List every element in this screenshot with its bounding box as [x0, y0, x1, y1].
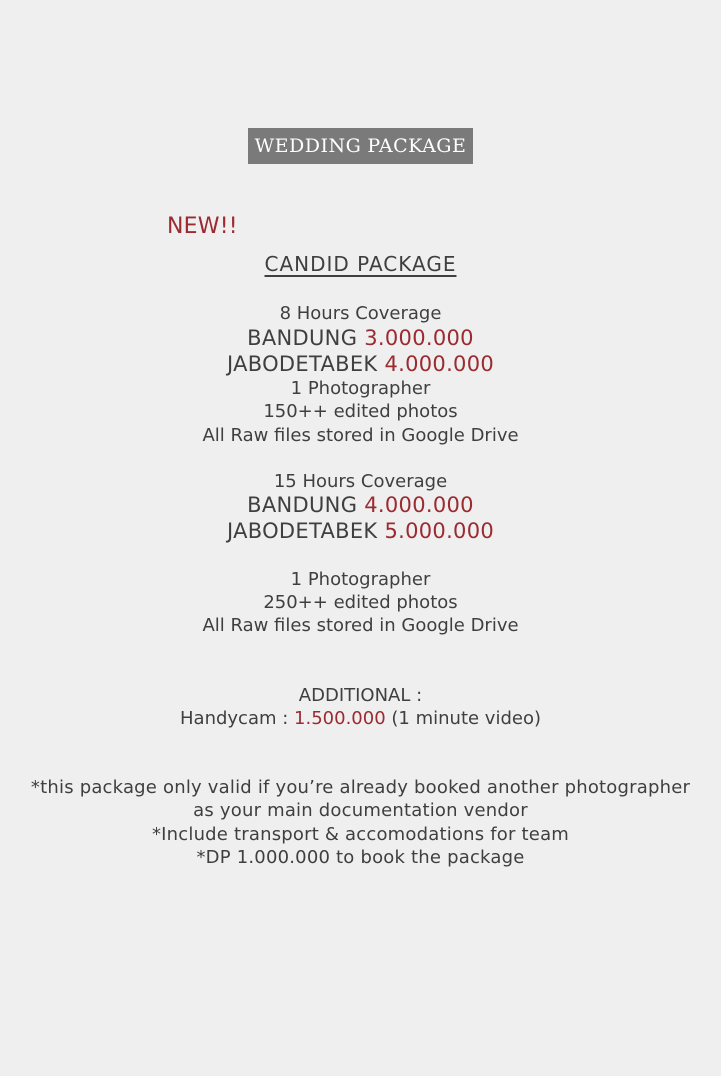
option-b-city1-price: 4.000.000 — [364, 493, 474, 517]
option-a-city2-label: JABODETABEK — [226, 352, 378, 376]
option-a-coverage: 8 Hours Coverage — [279, 303, 442, 324]
option-b-city2-price: 5.000.000 — [384, 519, 495, 543]
additional-item-price: 1.500.000 — [294, 708, 386, 729]
note-line-3: *Include transport & accomodations for team — [151, 824, 570, 845]
option-a-city1-label: BANDUNG — [247, 326, 358, 350]
title-word-wedding: WEDDING — [254, 135, 362, 157]
option-b-coverage: 15 Hours Coverage — [273, 471, 448, 492]
title-word-package: PACKAGE — [367, 135, 467, 157]
option-a-city1-price: 3.000.000 — [364, 326, 474, 350]
option-a-city1 — [0, 326, 721, 350]
new-badge: NEW!! — [167, 214, 238, 239]
additional-item-label: Handycam : — [180, 708, 289, 729]
option-a-photographer: 1 Photographer — [290, 378, 431, 399]
additional-heading: ADDITIONAL : — [298, 685, 423, 706]
option-a-photos: 150++ edited photos — [263, 401, 458, 422]
option-b-city1-label: BANDUNG — [247, 493, 358, 517]
additional-item — [0, 708, 721, 729]
option-b-city1 — [0, 493, 721, 517]
option-b-raw: All Raw files stored in Google Drive — [202, 615, 519, 636]
note-line-2: as your main documentation vendor — [193, 800, 528, 821]
page-title-badge — [248, 128, 473, 164]
note-line-1: *this package only valid if you’re already booked another photographer — [30, 777, 691, 798]
option-b-city2 — [0, 519, 721, 543]
option-a-raw: All Raw files stored in Google Drive — [202, 425, 519, 446]
option-b-photographer: 1 Photographer — [290, 569, 431, 590]
additional-item-note: (1 minute video) — [391, 708, 541, 729]
option-a-city2-price: 4.000.000 — [384, 352, 495, 376]
option-b-photos: 250++ edited photos — [263, 592, 458, 613]
package-title: CANDID PACKAGE — [264, 252, 457, 276]
option-a-city2 — [0, 352, 721, 376]
option-b-city2-label: JABODETABEK — [226, 519, 378, 543]
note-line-4: *DP 1.000.000 to book the package — [196, 847, 525, 868]
